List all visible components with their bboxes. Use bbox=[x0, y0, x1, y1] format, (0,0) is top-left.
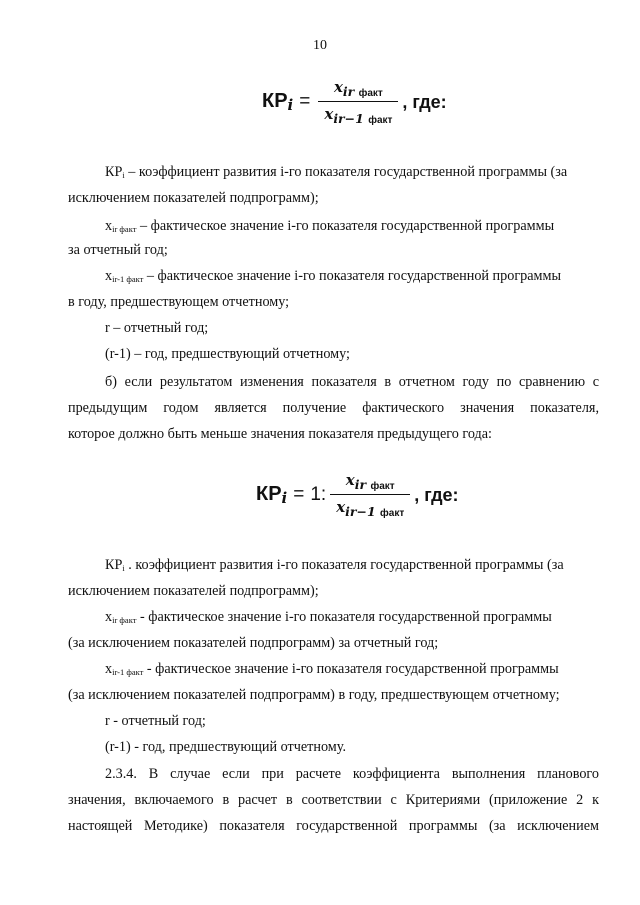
formula-2-lhs: КРi bbox=[256, 483, 288, 507]
definition-r: r – отчетный год; bbox=[105, 320, 209, 336]
formula-1-suffix: , где: bbox=[402, 91, 447, 112]
definition-kr: $КР_i$ – коэффициент развития i-го показателя государственной программы (за bbox=[105, 164, 568, 180]
definition2-xir: $x_{ir факт}$ - фактическое значение i-го показателя государственной программы bbox=[105, 609, 552, 625]
definition-xir1: $x_{ir-1 факт}$ – фактическое значение i-го показателя государственной программы bbox=[105, 268, 562, 284]
definition2-kr: $КР_i$ . коэффициент развития i-го показателя государственной программы (за bbox=[105, 557, 564, 573]
formula-2-denominator: $x_{ir-1 факт}$ bbox=[336, 498, 405, 519]
paragraph-234-cont: значения, включаемого в расчет в соответствии с Критериями (приложение 2 к bbox=[68, 792, 599, 808]
formula-1-numerator: $x_{ir факт}$ bbox=[333, 78, 383, 99]
paragraph-b: б) если результатом изменения показателя в отчетном году по сравнению с bbox=[105, 374, 599, 390]
formula-2: КРi = 1: $\frac{x_{ir факт}}{x_{ir-1 факт}}$ , где: bbox=[256, 471, 459, 519]
page-number: 10 bbox=[313, 38, 327, 53]
definition2-r: r - отчетный год; bbox=[105, 713, 206, 729]
definition-xir-cont: за отчетный год; bbox=[68, 242, 168, 258]
definition2-xir1-cont: (за исключением показателей подпрограмм) в году, предшествующем отчетному; bbox=[68, 687, 560, 703]
definition-xir1-cont: в году, предшествующем отчетному; bbox=[68, 294, 290, 310]
definition2-xir-cont: (за исключением показателей подпрограмм) за отчетный год; bbox=[68, 635, 439, 651]
formula-2-numerator: $x_{ir факт}$ bbox=[345, 471, 395, 492]
formula-1-lhs: КРi bbox=[262, 90, 294, 114]
definition2-kr-cont: исключением показателей подпрограмм); bbox=[68, 583, 319, 599]
formula-2-fraction bbox=[330, 471, 410, 519]
paragraph-b-cont: предыдущим годом является получение фактического значения показателя, bbox=[68, 400, 599, 416]
formula-1-denominator: $x_{ir-1 факт}$ bbox=[324, 105, 393, 126]
formula-2-suffix: , где: bbox=[414, 484, 459, 505]
definition-r-1: (r-1) – год, предшествующий отчетному; bbox=[105, 346, 350, 362]
definition2-r-1: (r-1) - год, предшествующий отчетному. bbox=[105, 739, 346, 755]
definition-kr-cont: исключением показателей подпрограмм); bbox=[68, 190, 319, 206]
paragraph-234: 2.3.4. В случае если при расчете коэффициента выполнения планового bbox=[105, 766, 599, 782]
definition-xir: $x_{ir факт}$ – фактическое значение i-го показателя государственной программы bbox=[105, 218, 555, 234]
formula-1: КРi = $\frac{x_{ir факт}}{x_{ir-1 факт}}$ , где: bbox=[262, 78, 447, 126]
definition2-xir1: $x_{ir-1 факт}$ - фактическое значение i-го показателя государственной программы bbox=[105, 661, 559, 677]
formula-1-fraction bbox=[318, 78, 398, 126]
paragraph-b-end: которое должно быть меньше значения показателя предыдущего года: bbox=[68, 426, 492, 442]
paragraph-234-cont2: настоящей Методике) показателя государственной программы (за исключением bbox=[68, 818, 599, 834]
